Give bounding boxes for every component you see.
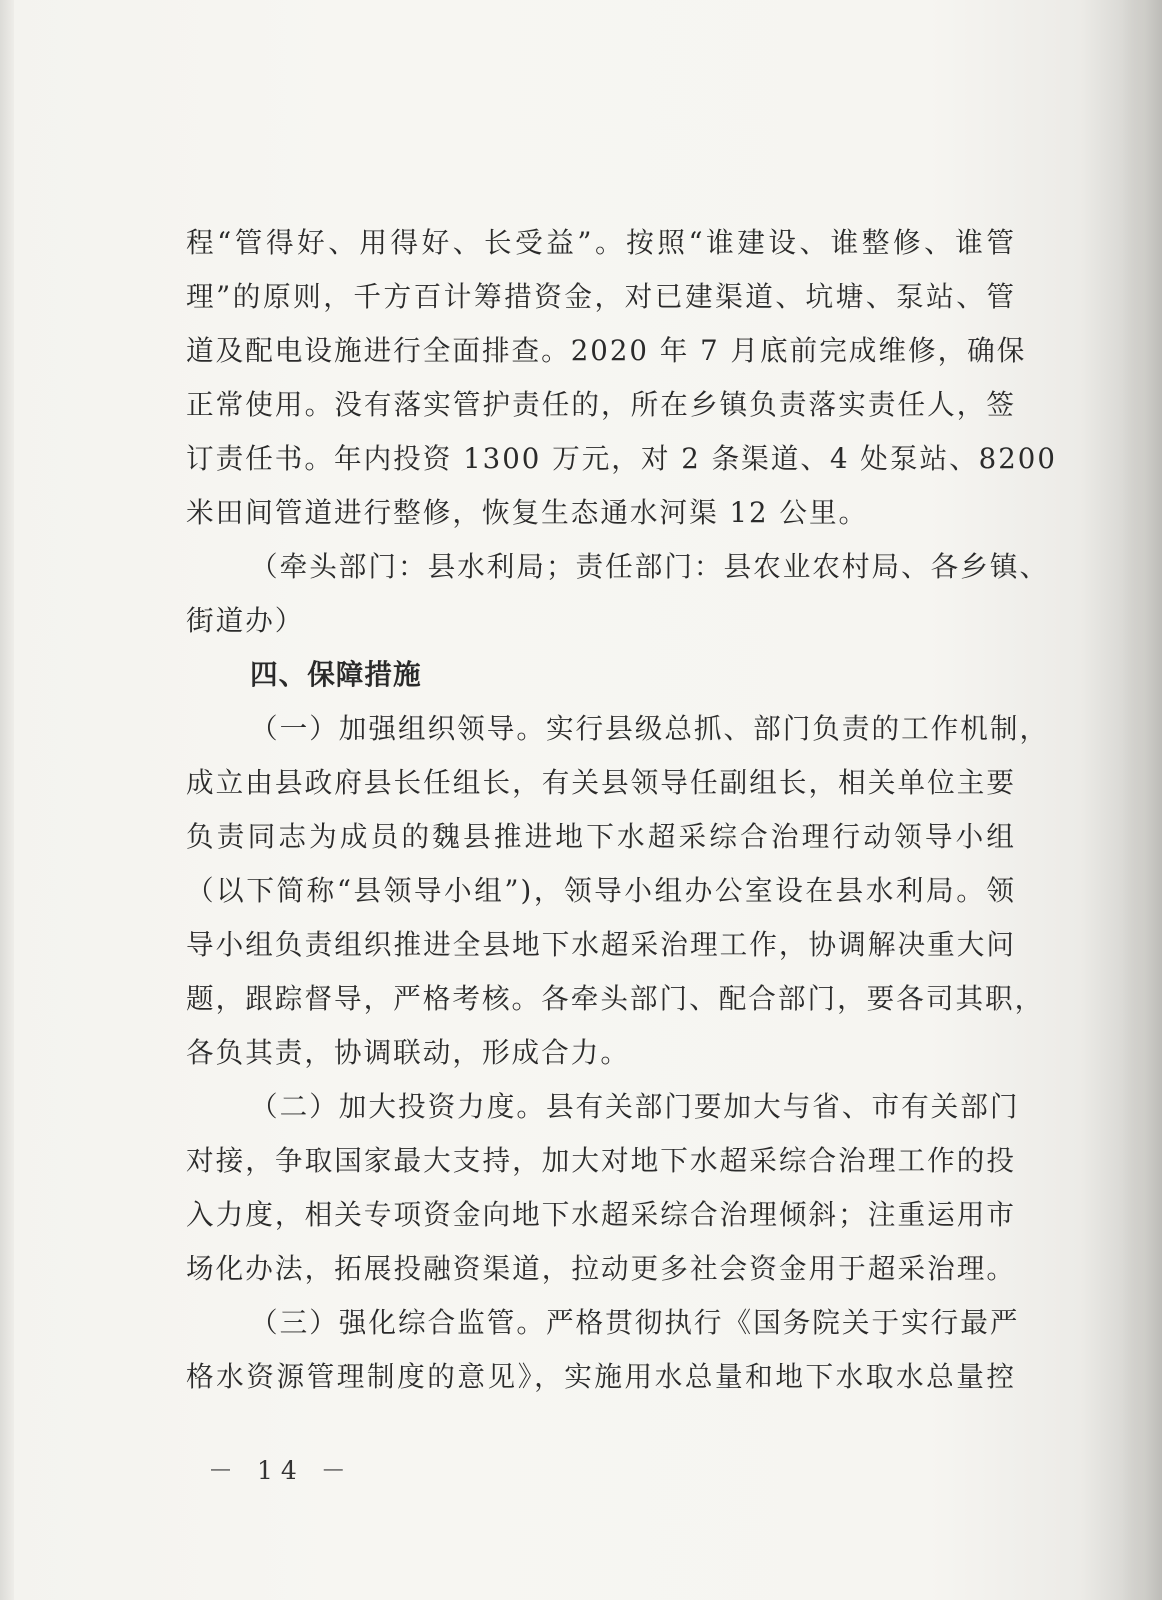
text-line: 理”的原则，千方百计筹措资金，对已建渠道、坑塘、泵站、管 [186,280,1016,313]
text-line: 格水资源管理制度的意见》，实施用水总量和地下水取水总量控 [186,1360,1016,1393]
text-line: 道及配电设施进行全面排查。2020 年 7 月底前完成维修，确保 [186,334,1027,367]
text-line: 街道办） [186,604,305,637]
scan-right-edge [1122,0,1162,1600]
document-body [186,216,1057,1404]
page-number: － 14 － [208,1456,354,1485]
section-heading: 四、保障措施 [250,658,422,691]
text-line: 负责同志为成员的魏县推进地下水超采综合治理行动领导小组 [186,820,1016,853]
scan-left-edge [0,0,14,1600]
text-line: 正常使用。没有落实管护责任的，所在乡镇负责落实责任人，签 [186,388,1016,421]
paragraph-start: （二）加大投资力度。县有关部门要加大与省、市有关部门 [250,1090,1020,1123]
text-line: 程“管得好、用得好、长受益”。按照“谁建设、谁整修、谁管 [186,226,1016,259]
text-line: 成立由县政府县长任组长，有关县领导任副组长，相关单位主要 [186,766,1016,799]
text-line: 各负其责，协调联动，形成合力。 [186,1036,630,1069]
text-line: 场化办法，拓展投融资渠道，拉动更多社会资金用于超采治理。 [186,1252,1016,1285]
responsibility-note: （牵头部门：县水利局；责任部门：县农业农村局、各乡镇、 [250,550,1050,583]
text-line: 米田间管道进行整修，恢复生态通水河渠 12 公里。 [186,496,869,529]
text-line: 导小组负责组织推进全县地下水超采治理工作，协调解决重大问 [186,928,1016,961]
paragraph-start: （三）强化综合监管。严格贯彻执行《国务院关于实行最严 [250,1306,1020,1339]
text-line: 题，跟踪督导，严格考核。各牵头部门、配合部门，要各司其职， [186,982,1045,1015]
text-line: 订责任书。年内投资 1300 万元，对 2 条渠道、4 处泵站、8200 [186,442,1057,475]
paragraph-start: （一）加强组织领导。实行县级总抓、部门负责的工作机制， [250,712,1050,745]
text-line: （以下简称“县领导小组”)，领导小组办公室设在县水利局。领 [186,874,1016,907]
text-line: 入力度，相关专项资金向地下水超采综合治理倾斜；注重运用市 [186,1198,1016,1231]
text-line: 对接，争取国家最大支持，加大对地下水超采综合治理工作的投 [186,1144,1016,1177]
